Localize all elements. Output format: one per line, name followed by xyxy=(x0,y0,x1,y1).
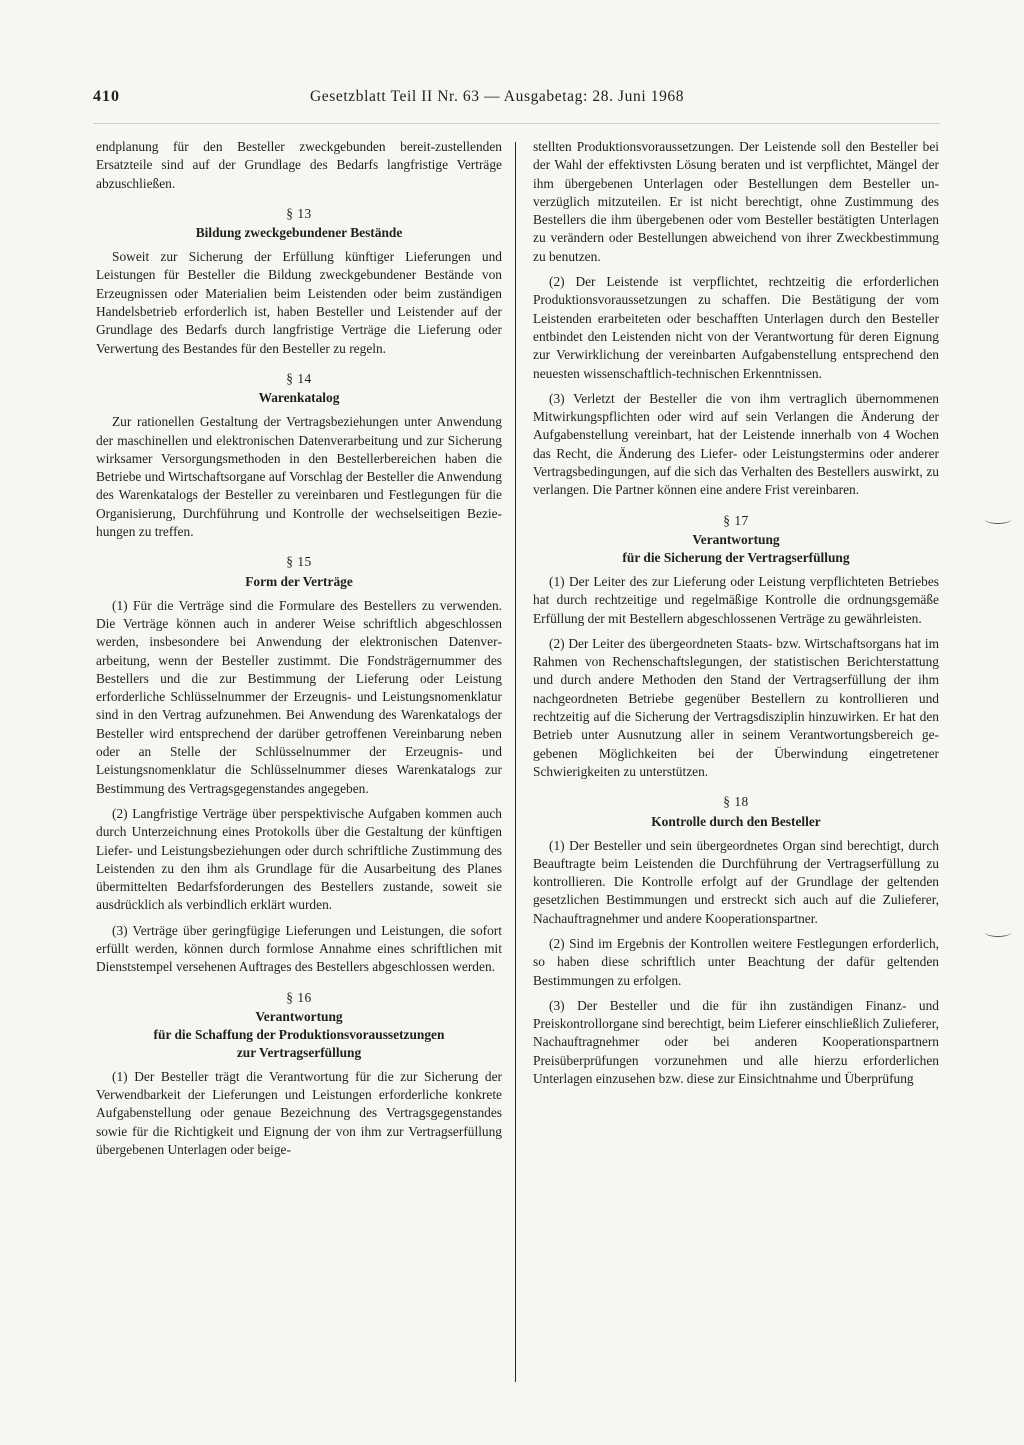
section-13-paragraph-1: Soweit zur Sicherung der Erfüllung künftiger Lieferungen und Leistungen für Besteller die Bildung zweckgebundener Bestände von Erzeugnissen oder Materialien beim Leistenden oder beim zuständigen Handelsbetrieb erforderlich ist, haben Besteller und Leistender auf der Grundlage des Bedarfs durch langfristige Verträge die Lieferung oder Verwertung des Bestandes für den Besteller zu regeln. xyxy=(96,249,502,356)
section-18-paragraph-2: (2) Sind im Ergebnis der Kontrollen weitere Festlegungen erforderlich, so haben diese schriftlich unter Beachtung der dafür geltenden Bestimmungen zu erfolgen. xyxy=(533,935,939,988)
page-number: 410 xyxy=(93,88,120,105)
section-18-paragraph-3: (3) Der Besteller und die für ihn zuständigen Finanz- und Preiskontrollorgane sind berechtigt, beim Lieferer einschließlich Zulieferer, Nachauftragnehmer oder bei anderen Kooperationspartnern Preisüberprüfungen vorzunehmen und alle hierzu erforderlichen Unterlagen einzusehen bzw. diese zur Einsichtnahme und Überprüfung xyxy=(533,997,939,1087)
section-16-title-line-1: Verantwortung xyxy=(255,1008,343,1024)
section-18-number: § 18 xyxy=(723,794,749,810)
section-15-number: § 15 xyxy=(286,554,312,570)
section-13-number: § 13 xyxy=(286,205,312,221)
section-15-title: Form der Verträge xyxy=(245,573,353,589)
section-18-title: Kontrolle durch den Besteller xyxy=(651,813,821,829)
section-18-paragraph-1: (1) Der Besteller und sein übergeordnetes Organ sind berechtigt, durch Beauftragte beim Leistenden die Durchführung der Vertragserfüllung zu kontrollieren. Die Kontrolle erfolgt auf der Grundlage der geltenden gesetzlichen Bestimmungen und erstreckt sich auch auf die Zulieferer, Nachauftragnehmer und andere Kooperationspartner. xyxy=(533,837,939,926)
section-17-paragraph-2: (2) Der Leiter des übergeordneten Staats- bzw. Wirtschaftsorgans hat im Rahmen von Rechenschaftslegungen, der statistischen Berichterstattung und durch andere Methoden den Stand der Vertragserfüllung der ihm nachgeordneten Betriebe gegenüber Bestellern zu kontrollieren und rechtzeitig auf die Sicherung der Vertragsdisziplin hinzuwirken. Er hat den Betrieb unter Ausnutzung aller in seinem Verantwortungsbereich gegebenen Möglichkeiten bei der Überwindung eingetretener Schwierigkeiten zu unterstützen. xyxy=(533,635,939,779)
section-16-continuation: stellten Produktionsvoraussetzungen. Der Leistende soll den Besteller bei der Wahl der effektivsten Lösung beraten und ist verpflichtet, Mängel der ihm übergebenen Unterlagen oder Bestellungen dem Besteller unverzüglich mitzuteilen. Er ist nicht berechtigt, ohne Zustimmung des Bestellers die ihm übergebenen oder vom Besteller bestätigten Unterlagen zu verändern oder Bestellungen abweichend von ihrer Zweckbestimmung zu benutzen. xyxy=(533,139,939,264)
section-17-title-line-2: für die Sicherung der Vertragserfüllung xyxy=(622,549,850,565)
section-14-number: § 14 xyxy=(286,370,312,386)
section-17-title xyxy=(533,531,939,567)
section-16-title-line-3: zur Vertragserfüllung xyxy=(236,1044,362,1060)
section-16-title xyxy=(96,1008,502,1062)
section-16-paragraph-3: (3) Verletzt der Besteller die von ihm vertraglich übernommenen Mitwirkungspflichten oder wird auf sein Verlangen die Änderung der Aufgabenstellung vereinbart, hat der Leistende innerhalb von 4 Wochen das Recht, die Änderung des Liefer- oder Leistungstermins oder anderer Vertragsbedingungen, auf die sich das Verhalten des Bestellers auswirkt, zu verlangen. Die Partner können eine andere Frist vereinbaren. xyxy=(533,390,939,498)
intro-paragraph: endplanung für den Besteller zweckgebunden bereit-zustellenden Ersatzteile sind auf der Grundlage des Bedarfs langfristige Verträge abzuschließen. xyxy=(96,139,502,191)
section-14-paragraph-1: Zur rationellen Gestaltung der Vertragsbeziehungen unter Anwendung der maschinellen und elektronischen Datenverarbeitung und zur Sicherung wirksamer Versorgungsmethoden in den Bestellerbereichen haben die Betriebe und Wirtschaftsorgane auf Vorschlag der Besteller die Anwendung des Warenkatalogs der Besteller zu vereinbaren und Festlegungen für die Organisierung, Durchführung und Kontrolle der wechselseitigen Beziehungen zu treffen. xyxy=(96,414,502,540)
right-column xyxy=(533,138,939,1095)
column-divider xyxy=(515,142,516,1382)
section-16-paragraph-2: (2) Der Leistende ist verpflichtet, rechtzeitig die erforderlichen Produktionsvoraussetzungen zu schaffen. Die Bestätigung der vom Leistenden erarbeiteten oder beschafften Unterlagen durch den Besteller entbindet den Leistenden nicht von der Verantwortung für deren Eignung zur Verwirklichung der vereinbarten Aufgabenstellung entsprechend den neuesten wissenschaftlich-technischen Erkenntnissen. xyxy=(533,274,939,381)
section-15-paragraph-1: (1) Für die Verträge sind die Formulare des Bestellers zu verwenden. Die Verträge können auch in anderer Weise schriftlich abgeschlossen werden, insbesondere bei Anwendung der elektronischen Datenverarbeitung, wenn der Besteller zustimmt. Die Fondsträgernummer des Bestellers und die zur Bestimmung der Lieferung oder Leistung erforderliche Schlüsselnummer der Erzeugnis- und Leistungsnomenklatur sind in den Vertrag aufzunehmen. Bei Anwendung des Warenkatalogs der Besteller wird entsprechend der darüber getroffenen Vereinbarung neben oder an Stelle der Schlüsselnummer der Erzeugnis- und Leistungsnomenklatur die Schlüsselnummer dieses Warenkatalogs zur Bestimmung des Vertragsgegenstandes angegeben. xyxy=(96,597,502,796)
left-column xyxy=(96,138,502,1166)
running-title: Gesetzblatt Teil II Nr. 63 — Ausgabetag: 28. Juni 1968 xyxy=(310,88,685,105)
section-16-title-line-2: für die Schaffung der Produktionsvoraussetzungen xyxy=(153,1026,445,1042)
margin-mark xyxy=(985,928,1011,937)
section-16-paragraph-1: (1) Der Besteller trägt die Verantwortung für die zur Sicherung der Verwendbarkeit der Lieferungen und Leistungen erforderliche konkrete Aufgabenstellung oder genaue Bezeichnung des Vertragsgegenstandes sowie für die Richtigkeit und Eignung der von ihm zur Vertragserfüllung übergebenen Unterlagen oder beige- xyxy=(96,1068,502,1158)
section-15-paragraph-3: (3) Verträge über geringfügige Lieferungen und Leistungen, die sofort erfüllt werden, können durch formlose Annahme eines schriftlichen mit Dienststempel versehenen Auftrages des Bestellers abgeschlossen werden. xyxy=(96,922,502,975)
page-header xyxy=(93,88,940,110)
header-rule xyxy=(93,123,940,124)
section-16-number: § 16 xyxy=(286,989,312,1005)
section-13-title: Bildung zweckgebundener Bestände xyxy=(195,225,403,241)
section-17-title-line-1: Verantwortung xyxy=(692,531,780,547)
section-14-title: Warenkatalog xyxy=(258,390,340,406)
section-17-number: § 17 xyxy=(723,512,749,528)
section-15-paragraph-2: (2) Langfristige Verträge über perspektivische Aufgaben kommen auch durch Unterzeichnung eines Protokolls über die Gestaltung der künftigen Liefer- und Leistungsbeziehungen oder durch schriftliche Zustimmung des Leistenden zu den ihm als Grundlage für die Ausarbeitung des Planes übermittelten Bedarfsforderungen des Bestellers zustande, soweit sie ausdrücklich als verbindlich erklärt wurden. xyxy=(96,805,502,913)
margin-mark xyxy=(985,515,1011,524)
section-17-paragraph-1: (1) Der Leiter des zur Lieferung oder Leistung verpflichteten Betriebes hat durch rechtzeitige und regelmäßige Kontrolle die ordnungsgemäße Erfüllung der mit Bestellern abgeschlossenen Verträge zu gewährleisten. xyxy=(533,573,939,626)
